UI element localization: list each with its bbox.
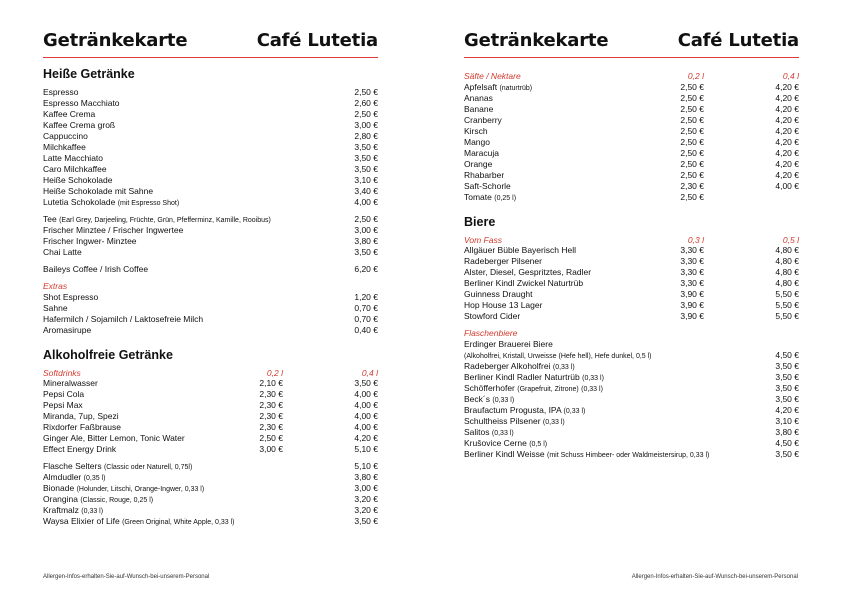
- item-name: Cappuccino: [43, 131, 88, 141]
- item-note: (0,33 l): [542, 418, 565, 426]
- menu-item: [464, 126, 799, 137]
- erdinger-title: Erdinger Brauerei Biere: [464, 338, 553, 349]
- item-note: (mit Espresso Shot): [117, 200, 180, 207]
- item-price-small: 2,50 €: [259, 433, 283, 443]
- menu-item: [464, 170, 799, 181]
- item-price-large: 4,00 €: [354, 389, 378, 399]
- item-name: Saft-Schorle: [464, 180, 511, 191]
- item-note: (naturtrüb): [499, 84, 533, 92]
- item-price-large: 4,20 €: [775, 158, 799, 169]
- spirits-coffee-list: [43, 264, 378, 275]
- item-price-small: 2,30 €: [259, 422, 283, 432]
- item-name: Waysa Elixier of Life (Green Original, White Apple, 0,33 l): [43, 516, 235, 526]
- item-name: Braufactum Progusta, IPA (0,33 l): [464, 404, 586, 415]
- section-title-soft-drinks: Alkoholfreie Getränke: [43, 347, 173, 362]
- item-name: Cranberry: [464, 114, 502, 125]
- item-price-large: 4,20 €: [775, 114, 799, 125]
- section-title-hot-drinks: Heiße Getränke: [43, 67, 135, 81]
- menu-item: [43, 444, 378, 455]
- item-note: (Classic oder Naturell, 0,75l): [103, 464, 193, 471]
- menu-item: [43, 175, 378, 186]
- item-price-small: 3,30 €: [680, 267, 704, 277]
- item-name: Mineralwasser: [43, 378, 98, 388]
- hot-drinks-list: [43, 87, 378, 208]
- menu-item: [464, 137, 799, 148]
- item-price: 4,00 €: [354, 197, 378, 207]
- item-price-small: 2,30 €: [680, 180, 704, 191]
- item-price: 3,80 €: [354, 236, 378, 246]
- item-name: Schultheiss Pilsener (0,33 l): [464, 415, 565, 426]
- menu-item: [464, 383, 799, 394]
- menu-item: [43, 505, 378, 516]
- item-name: Kraftmalz (0,33 l): [43, 505, 104, 515]
- item-price-small: 3,90 €: [680, 289, 704, 299]
- menu-item: [43, 98, 378, 109]
- item-name: Baileys Coffee / Irish Coffee: [43, 264, 149, 274]
- item-name: Tomate (0,25 l): [464, 191, 517, 202]
- item-note: (Classic, Rouge, 0,25 l): [80, 497, 154, 504]
- header-rule: [464, 57, 799, 58]
- item-price-large: 4,20 €: [775, 92, 799, 103]
- menu-item: [43, 120, 378, 131]
- item-name: Radeberger Alkoholfrei (0,33 l): [464, 360, 575, 371]
- menu-item: [464, 394, 799, 405]
- item-name: Beck´s (0,33 l): [464, 393, 515, 404]
- menu-item: [43, 236, 378, 247]
- item-price: 3,50 €: [775, 448, 799, 459]
- item-price: 3,10 €: [775, 415, 799, 426]
- menu-item: [43, 400, 378, 411]
- item-price: 6,20 €: [354, 264, 378, 274]
- item-price: 0,70 €: [354, 313, 378, 324]
- item-name: Pepsi Max: [43, 400, 83, 410]
- item-name: Allgäuer Büble Bayerisch Hell: [464, 245, 576, 255]
- item-price: 2,60 €: [354, 98, 378, 108]
- menu-item: [43, 225, 378, 236]
- item-price-large: 5,50 €: [775, 311, 799, 321]
- item-name: Hop House 13 Lager: [464, 300, 543, 310]
- item-price-large: 5,50 €: [775, 289, 799, 299]
- item-note: (0,33 l): [491, 429, 514, 437]
- allergen-footer: Allergen-Infos-erhalten-Sie-auf-Wunsch-bei-unserem-Personal: [631, 574, 798, 580]
- menu-item: [464, 300, 799, 311]
- item-price: 3,50 €: [775, 393, 799, 404]
- item-price-small: 3,30 €: [680, 245, 704, 255]
- item-price-small: 2,10 €: [259, 378, 283, 388]
- menu-item: [464, 438, 799, 449]
- item-name: Maracuja: [464, 147, 499, 158]
- item-price-small: 2,30 €: [259, 411, 283, 421]
- menu-item: [464, 449, 799, 460]
- menu-item: [464, 311, 799, 322]
- item-price: 3,50 €: [775, 382, 799, 393]
- item-name: Latte Macchiato: [43, 153, 104, 163]
- item-name: Alster, Diesel, Gespritztes, Radler: [464, 267, 592, 277]
- item-price: 2,50 €: [354, 109, 378, 119]
- item-name: Guinness Draught: [464, 289, 533, 299]
- item-name: Miranda, 7up, Spezi: [43, 411, 119, 421]
- item-price: 3,50 €: [354, 516, 378, 526]
- menu-item: [43, 378, 378, 389]
- bottled-beer-list: [464, 350, 799, 460]
- tap-beer-list: [464, 245, 799, 322]
- item-name: Espresso: [43, 87, 79, 97]
- item-name: Bionade (Holunder, Litschi, Orange-Ingwer, 0,33 l): [43, 483, 205, 493]
- item-price: 3,50 €: [354, 142, 378, 152]
- menu-item: [43, 433, 378, 444]
- menu-item: [43, 292, 378, 303]
- juices-label: Säfte / Nektare 0,2 l 0,4 l: [464, 71, 799, 81]
- menu-item: [43, 164, 378, 175]
- item-price-small: 2,50 €: [680, 125, 704, 136]
- menu-item: [43, 247, 378, 258]
- menu-item: [43, 214, 378, 225]
- menu-item: [464, 289, 799, 300]
- menu-item: [43, 422, 378, 433]
- menu-item: [464, 104, 799, 115]
- item-price: 3,00 €: [354, 120, 378, 130]
- menu-item: [464, 372, 799, 383]
- item-name: Radeberger Pilsener: [464, 256, 542, 266]
- menu-item: [43, 87, 378, 98]
- item-price: 3,20 €: [354, 494, 378, 504]
- item-name: Lutetia Schokolade (mit Espresso Shot): [43, 197, 180, 207]
- menu-item: [43, 131, 378, 142]
- menu-item: [464, 181, 799, 192]
- item-price-small: 2,50 €: [680, 169, 704, 180]
- menu-item: [43, 186, 378, 197]
- item-name: Orangina (Classic, Rouge, 0,25 l): [43, 494, 154, 504]
- item-name: Sahne: [43, 302, 68, 313]
- item-note: (0,33 l): [563, 407, 586, 415]
- menu-item: [464, 148, 799, 159]
- bottled-beer-label: Flaschenbiere: [464, 328, 518, 338]
- menu-item: [464, 350, 799, 361]
- item-price: 2,50 €: [354, 214, 378, 224]
- item-price: 3,00 €: [354, 225, 378, 235]
- tea-list: [43, 214, 378, 258]
- item-note: (0,33 l): [582, 374, 604, 382]
- menu-item: [43, 411, 378, 422]
- item-name: Berliner Kindl Radler Naturtrüb (0,33 l): [464, 371, 604, 382]
- item-price-large: 4,20 €: [775, 136, 799, 147]
- item-note: (0,25 l): [494, 194, 517, 202]
- item-name: Rhabarber: [464, 169, 505, 180]
- item-name: Espresso Macchiato: [43, 98, 120, 108]
- item-name: Milchkaffee: [43, 142, 86, 152]
- item-price-small: 3,30 €: [680, 256, 704, 266]
- item-note: (0,33 l): [81, 508, 104, 515]
- menu-item: [464, 361, 799, 372]
- item-name: Heiße Schokolade mit Sahne: [43, 186, 154, 196]
- allergen-footer: Allergen-Infos-erhalten-Sie-auf-Wunsch-bei-unserem-Personal: [43, 574, 210, 580]
- item-price: 3,80 €: [775, 426, 799, 437]
- item-price-small: 2,50 €: [680, 92, 704, 103]
- item-price-small: 2,50 €: [680, 81, 704, 92]
- item-price-small: 2,30 €: [259, 389, 283, 399]
- item-name: Mango: [464, 136, 490, 147]
- item-name: Ananas: [464, 92, 493, 103]
- menu-item: [464, 427, 799, 438]
- item-price-large: 4,20 €: [775, 103, 799, 114]
- menu-item: [464, 115, 799, 126]
- menu-item: [43, 461, 378, 472]
- item-price: 2,50 €: [354, 87, 378, 97]
- item-name: Almdudler (0,35 l): [43, 472, 106, 482]
- tap-beer-label: Vom Fass 0,3 l 0,5 l: [464, 234, 799, 245]
- item-name: Kirsch: [464, 125, 488, 136]
- menu-item: [43, 494, 378, 505]
- extras-list: [43, 292, 378, 336]
- item-name: Apfelsaft (naturtrüb): [464, 81, 533, 92]
- menu-item: [464, 245, 799, 256]
- item-name: Orange: [464, 158, 493, 169]
- item-note: (0,33 l): [552, 363, 575, 371]
- bottled-drinks-list: [43, 461, 378, 527]
- item-price-large: 5,50 €: [775, 300, 799, 310]
- item-name: Tee (Earl Grey, Darjeeling, Früchte, Grün, Pfefferminz, Kamille, Rooibus): [43, 214, 271, 224]
- menu-item: [464, 192, 799, 203]
- item-name: Hafermilch / Sojamilch / Laktosefreie Milch: [43, 313, 204, 324]
- item-name: Berliner Kindl Weisse (mit Schuss Himbeer- oder Waldmeistersirup, 0,33 l): [464, 448, 710, 459]
- item-price: 4,50 €: [775, 437, 799, 448]
- page-header: [43, 30, 378, 56]
- juices-list: [464, 82, 799, 203]
- item-price: 3,20 €: [354, 505, 378, 515]
- item-note: (0,33 l): [492, 396, 515, 404]
- item-price: 4,20 €: [775, 404, 799, 415]
- item-name: Aromasirupe: [43, 324, 92, 335]
- item-price-small: 2,30 €: [259, 400, 283, 410]
- section-title-beer: Biere: [464, 214, 496, 229]
- item-note: (mit Schuss Himbeer- oder Waldmeistersirup, 0,33 l): [547, 451, 710, 459]
- item-price-large: 5,10 €: [354, 444, 378, 454]
- item-name: Flasche Selters (Classic oder Naturell, 0,75l): [43, 461, 193, 471]
- item-price-small: 3,90 €: [680, 311, 704, 321]
- item-price-small: 3,30 €: [680, 278, 704, 288]
- item-price: 3,50 €: [354, 247, 378, 257]
- item-name: Banane: [464, 103, 494, 114]
- item-name: Ginger Ale, Bitter Lemon, Tonic Water: [43, 433, 185, 443]
- item-price-large: 4,20 €: [775, 169, 799, 180]
- softdrinks-list: [43, 378, 378, 455]
- item-note: (Green Original, White Apple, 0,33 l): [122, 519, 235, 526]
- menu-item: [43, 153, 378, 164]
- item-name: Krušovice Cerne (0,5 l): [464, 437, 548, 448]
- item-name: [464, 350, 652, 360]
- item-price-large: 4,80 €: [775, 256, 799, 266]
- item-price-large: 4,80 €: [775, 278, 799, 288]
- item-name: Pepsi Cola: [43, 389, 85, 399]
- item-price: 1,20 €: [354, 291, 378, 302]
- item-price: 5,10 €: [354, 461, 378, 471]
- item-price-large: 4,20 €: [354, 433, 378, 443]
- cafe-name: Café Lutetia: [256, 30, 378, 51]
- menu-item: [464, 159, 799, 170]
- item-price: 3,50 €: [775, 360, 799, 371]
- item-price-small: 3,90 €: [680, 300, 704, 310]
- item-note: (0,33 l): [581, 385, 603, 393]
- item-price: 3,50 €: [354, 164, 378, 174]
- item-price-large: 4,00 €: [775, 180, 799, 191]
- menu-item: [464, 82, 799, 93]
- item-note: (Holunder, Litschi, Orange-Ingwer, 0,33 l): [76, 486, 205, 493]
- item-note: (0,35 l): [83, 475, 106, 482]
- item-name: Effect Energy Drink: [43, 444, 117, 454]
- item-price-large: 4,80 €: [775, 267, 799, 277]
- item-note: (0,5 l): [529, 440, 548, 448]
- item-price: 3,40 €: [354, 186, 378, 196]
- item-price: 3,50 €: [775, 371, 799, 382]
- item-price: 0,70 €: [354, 302, 378, 313]
- menu-item: [43, 314, 378, 325]
- menu-title: Getränkekarte: [464, 30, 609, 51]
- item-name: Stowford Cider: [464, 311, 521, 321]
- item-name: Shot Espresso: [43, 291, 99, 302]
- menu-item: [464, 416, 799, 427]
- menu-page-left: [0, 0, 420, 595]
- menu-item: [43, 516, 378, 527]
- item-note: (Earl Grey, Darjeeling, Früchte, Grün, Pfefferminz, Kamille, Rooibus): [59, 217, 271, 224]
- menu-item: [43, 389, 378, 400]
- item-price-large: 4,20 €: [775, 81, 799, 92]
- item-note: (Alkoholfrei, Kristall, Urweisse (Hefe hell), Hefe dunkel, 0,5 l): [464, 352, 652, 360]
- item-price-large: 4,00 €: [354, 422, 378, 432]
- item-name: Frischer Ingwer- Minztee: [43, 236, 137, 246]
- item-price: 3,50 €: [354, 153, 378, 163]
- item-name: Frischer Minztee / Frischer Ingwertee: [43, 225, 184, 235]
- item-price: 3,10 €: [354, 175, 378, 185]
- item-name: Kaffee Crema groß: [43, 120, 116, 130]
- item-name: Schöfferhofer (Grapefruit, Zitrone) (0,33 l): [464, 382, 603, 393]
- item-name: Chai Latte: [43, 247, 82, 257]
- softdrinks-label: Softdrinks 0,2 l 0,4 l: [43, 367, 378, 378]
- item-note: (Grapefruit, Zitrone): [517, 385, 579, 393]
- item-name: Kaffee Crema: [43, 109, 96, 119]
- menu-item: [43, 303, 378, 314]
- menu-item: [464, 256, 799, 267]
- menu-item: [43, 109, 378, 120]
- item-price: 3,80 €: [354, 472, 378, 482]
- item-price: 4,50 €: [775, 349, 799, 360]
- item-name: Salitos (0,33 l): [464, 426, 514, 437]
- menu-item: [464, 278, 799, 289]
- item-price-large: 4,00 €: [354, 400, 378, 410]
- page-header: [464, 30, 799, 56]
- item-price: 3,00 €: [354, 483, 378, 493]
- item-price-small: 2,50 €: [680, 114, 704, 125]
- item-price-small: 2,50 €: [680, 191, 704, 202]
- menu-item: [43, 142, 378, 153]
- item-price-large: 3,50 €: [354, 378, 378, 388]
- item-price-small: 2,50 €: [680, 158, 704, 169]
- item-name: Caro Milchkaffee: [43, 164, 107, 174]
- menu-page-right: [421, 0, 841, 595]
- item-price-small: 2,50 €: [680, 103, 704, 114]
- header-rule: [43, 57, 378, 58]
- item-price-small: 2,50 €: [680, 147, 704, 158]
- cafe-name: Café Lutetia: [677, 30, 799, 51]
- item-price-small: 3,00 €: [259, 444, 283, 454]
- menu-item: [464, 405, 799, 416]
- item-price-small: 2,50 €: [680, 136, 704, 147]
- item-price: 0,40 €: [354, 324, 378, 335]
- item-name: Berliner Kindl Zwickel Naturtrüb: [464, 278, 584, 288]
- extras-label: Extras: [43, 281, 68, 291]
- item-price-large: 4,80 €: [775, 245, 799, 255]
- menu-item: [43, 264, 378, 275]
- menu-item: [464, 93, 799, 104]
- item-price-large: 4,20 €: [775, 147, 799, 158]
- item-name: Rixdorfer Faßbrause: [43, 422, 121, 432]
- menu-item: [464, 267, 799, 278]
- item-name: Heiße Schokolade: [43, 175, 113, 185]
- item-price: 2,80 €: [354, 131, 378, 141]
- menu-item: [43, 325, 378, 336]
- menu-item: [43, 472, 378, 483]
- menu-item: [43, 197, 378, 208]
- item-price-large: 4,00 €: [354, 411, 378, 421]
- item-price-large: 4,20 €: [775, 125, 799, 136]
- menu-item: [43, 483, 378, 494]
- menu-title: Getränkekarte: [43, 30, 188, 51]
